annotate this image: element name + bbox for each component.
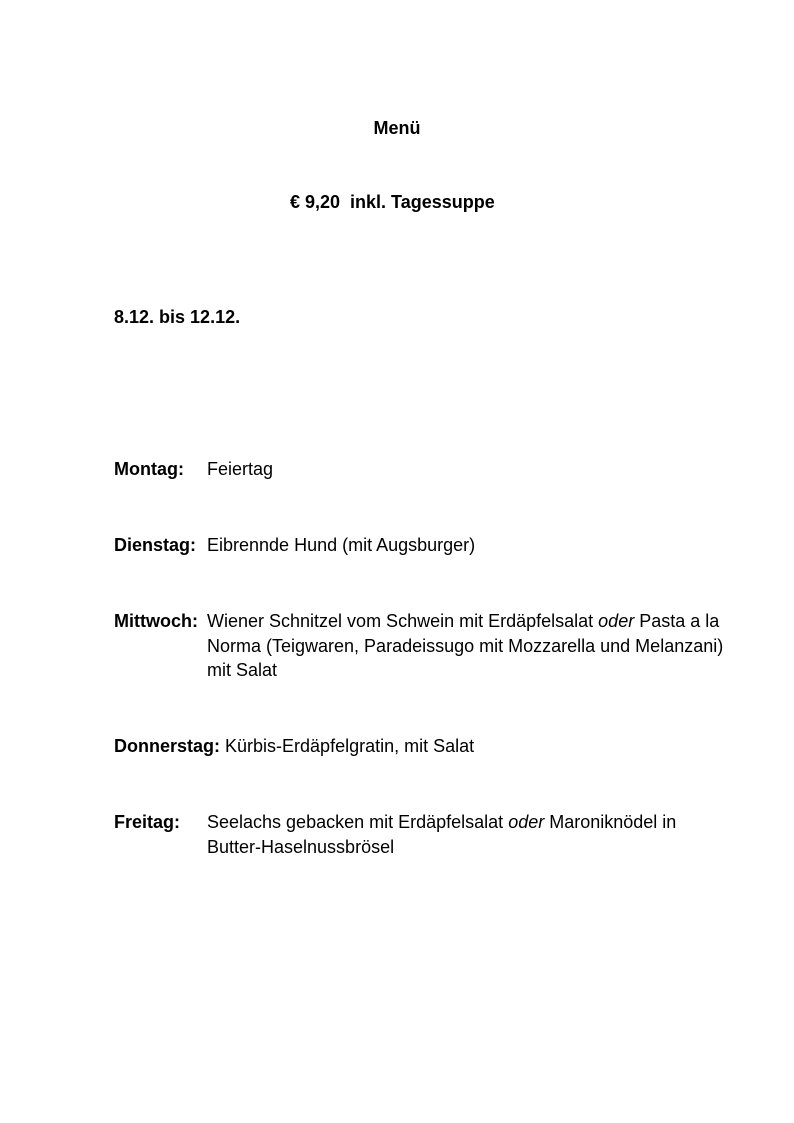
- dish-tuesday: Eibrennde Hund (mit Augsburger): [207, 535, 476, 555]
- dish-wednesday-part1: Wiener Schnitzel vom Schwein mit Erdäpfelsalat: [207, 611, 599, 631]
- dish-friday: [207, 810, 734, 859]
- day-label-friday: Freitag:: [114, 812, 181, 832]
- day-label-tuesday: Dienstag:: [114, 535, 197, 555]
- dish-friday-part1: Seelachs gebacken mit Erdäpfelsalat: [207, 812, 509, 832]
- dish-monday: Feiertag: [207, 459, 274, 479]
- dish-wednesday: [207, 609, 734, 683]
- dish-thursday: Kürbis-Erdäpfelgratin, mit Salat: [220, 736, 475, 756]
- dish-friday-part2: Maroniknödel in Butter-Haselnussbrösel: [207, 812, 677, 857]
- dish-friday-or: oder: [508, 812, 545, 832]
- dish-wednesday-part2: Pasta a la Norma (Teigwaren, Paradeissugo mit Mozzarella und Melanzani) mit Salat: [207, 611, 724, 680]
- menu-price: € 9,20 inkl. Tagessuppe: [290, 192, 495, 212]
- dish-thursday-line: [114, 734, 641, 759]
- date-range: 8.12. bis 12.12.: [114, 307, 241, 327]
- day-label-thursday: Donnerstag:: [114, 736, 221, 756]
- day-label-wednesday: Mittwoch:: [114, 611, 198, 631]
- dish-wednesday-or: oder: [598, 611, 635, 631]
- day-label-monday: Montag:: [114, 459, 184, 479]
- menu-title: Menü: [373, 118, 421, 138]
